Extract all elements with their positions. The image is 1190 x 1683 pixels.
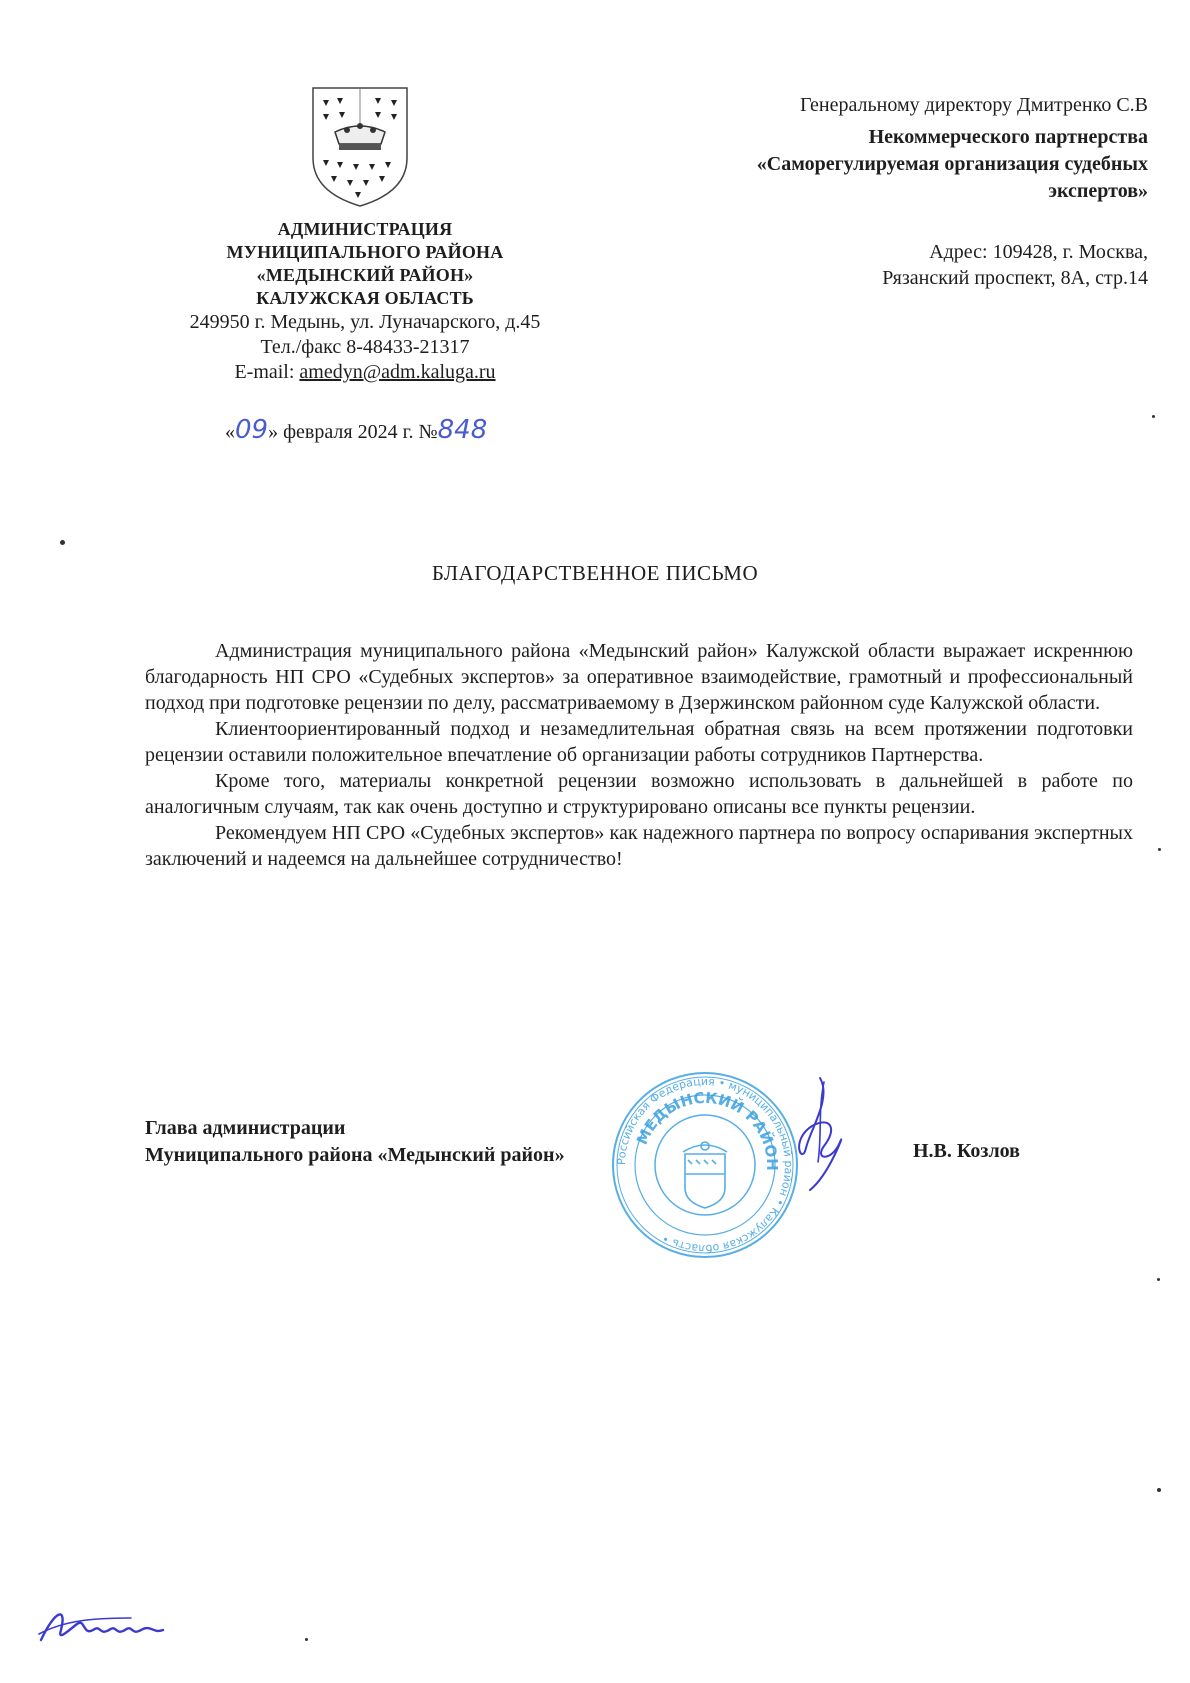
sender-org-line: МУНИЦИПАЛЬНОГО РАЙОНА xyxy=(226,242,504,262)
letter-body xyxy=(145,638,1133,872)
recipient-org-line: Некоммерческого партнерства xyxy=(868,126,1148,148)
sender-phone: Тел./факс 8-48433-21317 xyxy=(260,336,470,358)
handwritten-day: 09 xyxy=(235,415,269,445)
body-paragraph: Кроме того, материалы конкретной рецензии возможно использовать в дальнейшей в работе по аналогичным случаям, так как очень доступно и структурировано описаны все пункты рецензии. xyxy=(145,770,1133,818)
coat-of-arms-emblem xyxy=(305,80,415,210)
scan-speck xyxy=(1157,1278,1160,1281)
sender-email-row xyxy=(135,360,595,385)
recipient-block xyxy=(588,92,1148,291)
scan-speck xyxy=(1152,415,1155,418)
handwritten-initials xyxy=(35,1600,170,1650)
scan-speck xyxy=(1158,848,1161,851)
body-paragraph: Администрация муниципального района «Медынский район» Калужской области выражает искреннюю благодарность НП СРО «Судебных экспертов» за оперативное взаимодействие, грамотный и профессиональный подход при подготовке рецензии по делу, рассматриваемому в Дзержинском районном суде Калужской области. xyxy=(145,640,1133,714)
sender-block xyxy=(135,218,595,385)
sender-email-label: E-mail: xyxy=(234,361,300,383)
body-paragraph: Рекомендуем НП СРО «Судебных экспертов» как надежного партнера по вопросу оспаривания экспертных заключений и надеемся на дальнейшее сотрудничество! xyxy=(145,822,1133,870)
recipient-org-line: экспертов» xyxy=(1048,180,1148,202)
stamp-outer-text: Российская Федерация • муниципальный район • Калужская область • xyxy=(614,1074,796,1256)
sender-org-line: «МЕДЫНСКИЙ РАЙОН» xyxy=(256,265,474,285)
date-number-line xyxy=(225,415,487,445)
handwritten-number: 848 xyxy=(437,415,488,445)
recipient-address: Рязанский проспект, 8А, стр.14 xyxy=(882,267,1148,289)
sender-org-line: АДМИНИСТРАЦИЯ xyxy=(277,219,453,239)
position-line: Муниципального района «Медынский район» xyxy=(145,1144,565,1166)
position-line: Глава администрации xyxy=(145,1117,346,1139)
scan-speck xyxy=(305,1638,308,1641)
document-title: БЛАГОДАРСТВЕННОЕ ПИСЬМО xyxy=(431,561,759,585)
handwritten-signature xyxy=(760,1070,870,1200)
recipient-director: Генеральному директору Дмитренко С.В xyxy=(800,94,1148,116)
sender-org-line: КАЛУЖСКАЯ ОБЛАСТЬ xyxy=(256,288,474,308)
sender-address: 249950 г. Медынь, ул. Луначарского, д.45 xyxy=(189,311,541,333)
sender-email-link[interactable]: amedyn@adm.kaluga.ru xyxy=(299,361,496,383)
body-paragraph: Клиентоориентированный подход и незамедлительная обратная связь на всем протяжении подготовки рецензии оставили положительное впечатление об организации работы сотрудников Партнерства. xyxy=(145,718,1133,766)
signatory-name: Н.В. Козлов xyxy=(913,1140,1020,1162)
scan-speck xyxy=(1157,1488,1161,1492)
date-rest: » февраля 2024 г. № xyxy=(268,421,438,443)
signatory-position xyxy=(145,1115,565,1169)
date-open-quote: « xyxy=(225,421,235,443)
recipient-address: Адрес: 109428, г. Москва, xyxy=(929,241,1148,263)
scan-speck xyxy=(60,540,65,545)
stamp-inner-text: МЕДЫНСКИЙ РАЙОН xyxy=(632,1088,782,1171)
recipient-org-line: «Саморегулируемая организация судебных xyxy=(756,153,1148,175)
